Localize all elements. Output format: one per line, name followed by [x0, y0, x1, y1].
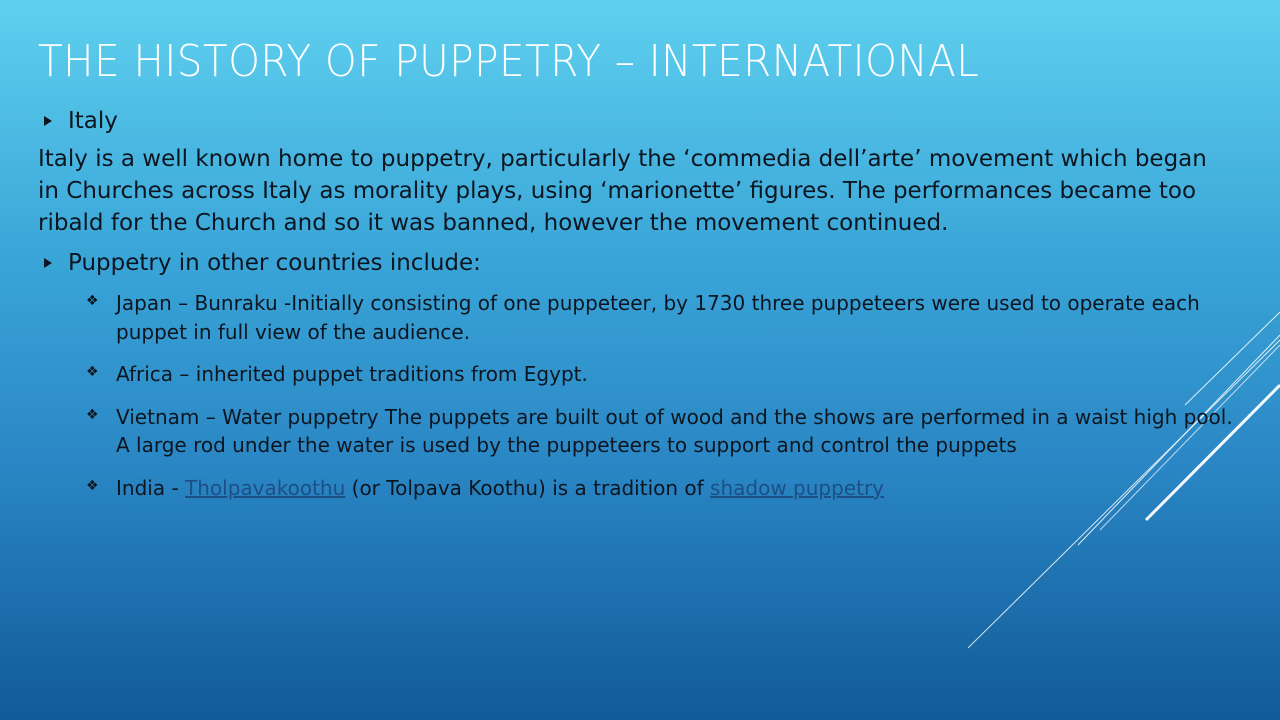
- country-list: [38, 289, 1258, 502]
- diamond-bullet-icon: ❖: [86, 477, 99, 494]
- bullet-italy-label: Italy: [68, 108, 118, 134]
- list-item-vietnam: [38, 403, 1251, 460]
- slide-content: [38, 105, 1258, 516]
- list-item-africa: [38, 360, 1251, 389]
- bullet-other-countries: [38, 247, 1258, 279]
- italy-paragraph: Italy is a well known home to puppetry, particularly the ‘commedia dell’arte’ movement which began in Churches across Italy as morality plays, using ‘marionette’ figures. The performances became too ribald for the Church and so it was banned, however the movement continued.: [38, 146, 1207, 236]
- diamond-bullet-icon: ❖: [86, 364, 99, 380]
- diamond-bullet-icon: ❖: [86, 293, 99, 309]
- slide-title: THE HISTORY OF PUPPETRY – INTERNATIONAL: [38, 36, 980, 87]
- list-item-text: Africa – inherited puppet traditions from Egypt.: [116, 362, 588, 386]
- bullet-other-countries-label: Puppetry in other countries include:: [68, 250, 481, 276]
- india-middle: (or Tolpava Koothu) is a tradition of: [345, 475, 711, 500]
- shadow-puppetry-link[interactable]: shadow puppetry: [710, 475, 885, 500]
- list-item-japan: [38, 289, 1251, 346]
- list-item-text: Vietnam – Water puppetry The puppets are built out of wood and the shows are performed in a waist high pool. A large rod under the water is used by the puppeteers to support and control the puppets: [116, 404, 1233, 457]
- list-item-india: [38, 474, 1251, 503]
- bullet-arrow-icon: [44, 258, 52, 268]
- india-prefix: India -: [116, 475, 186, 500]
- bullet-arrow-icon: [44, 116, 52, 126]
- bullet-italy: [38, 105, 1258, 137]
- list-item-text: Japan – Bunraku -Initially consisting of one puppeteer, by 1730 three puppeteers were used to operate each puppet in full view of the audience.: [116, 291, 1200, 344]
- tholpavakoothu-link[interactable]: Tholpavakoothu: [185, 475, 346, 500]
- diamond-bullet-icon: ❖: [86, 406, 99, 423]
